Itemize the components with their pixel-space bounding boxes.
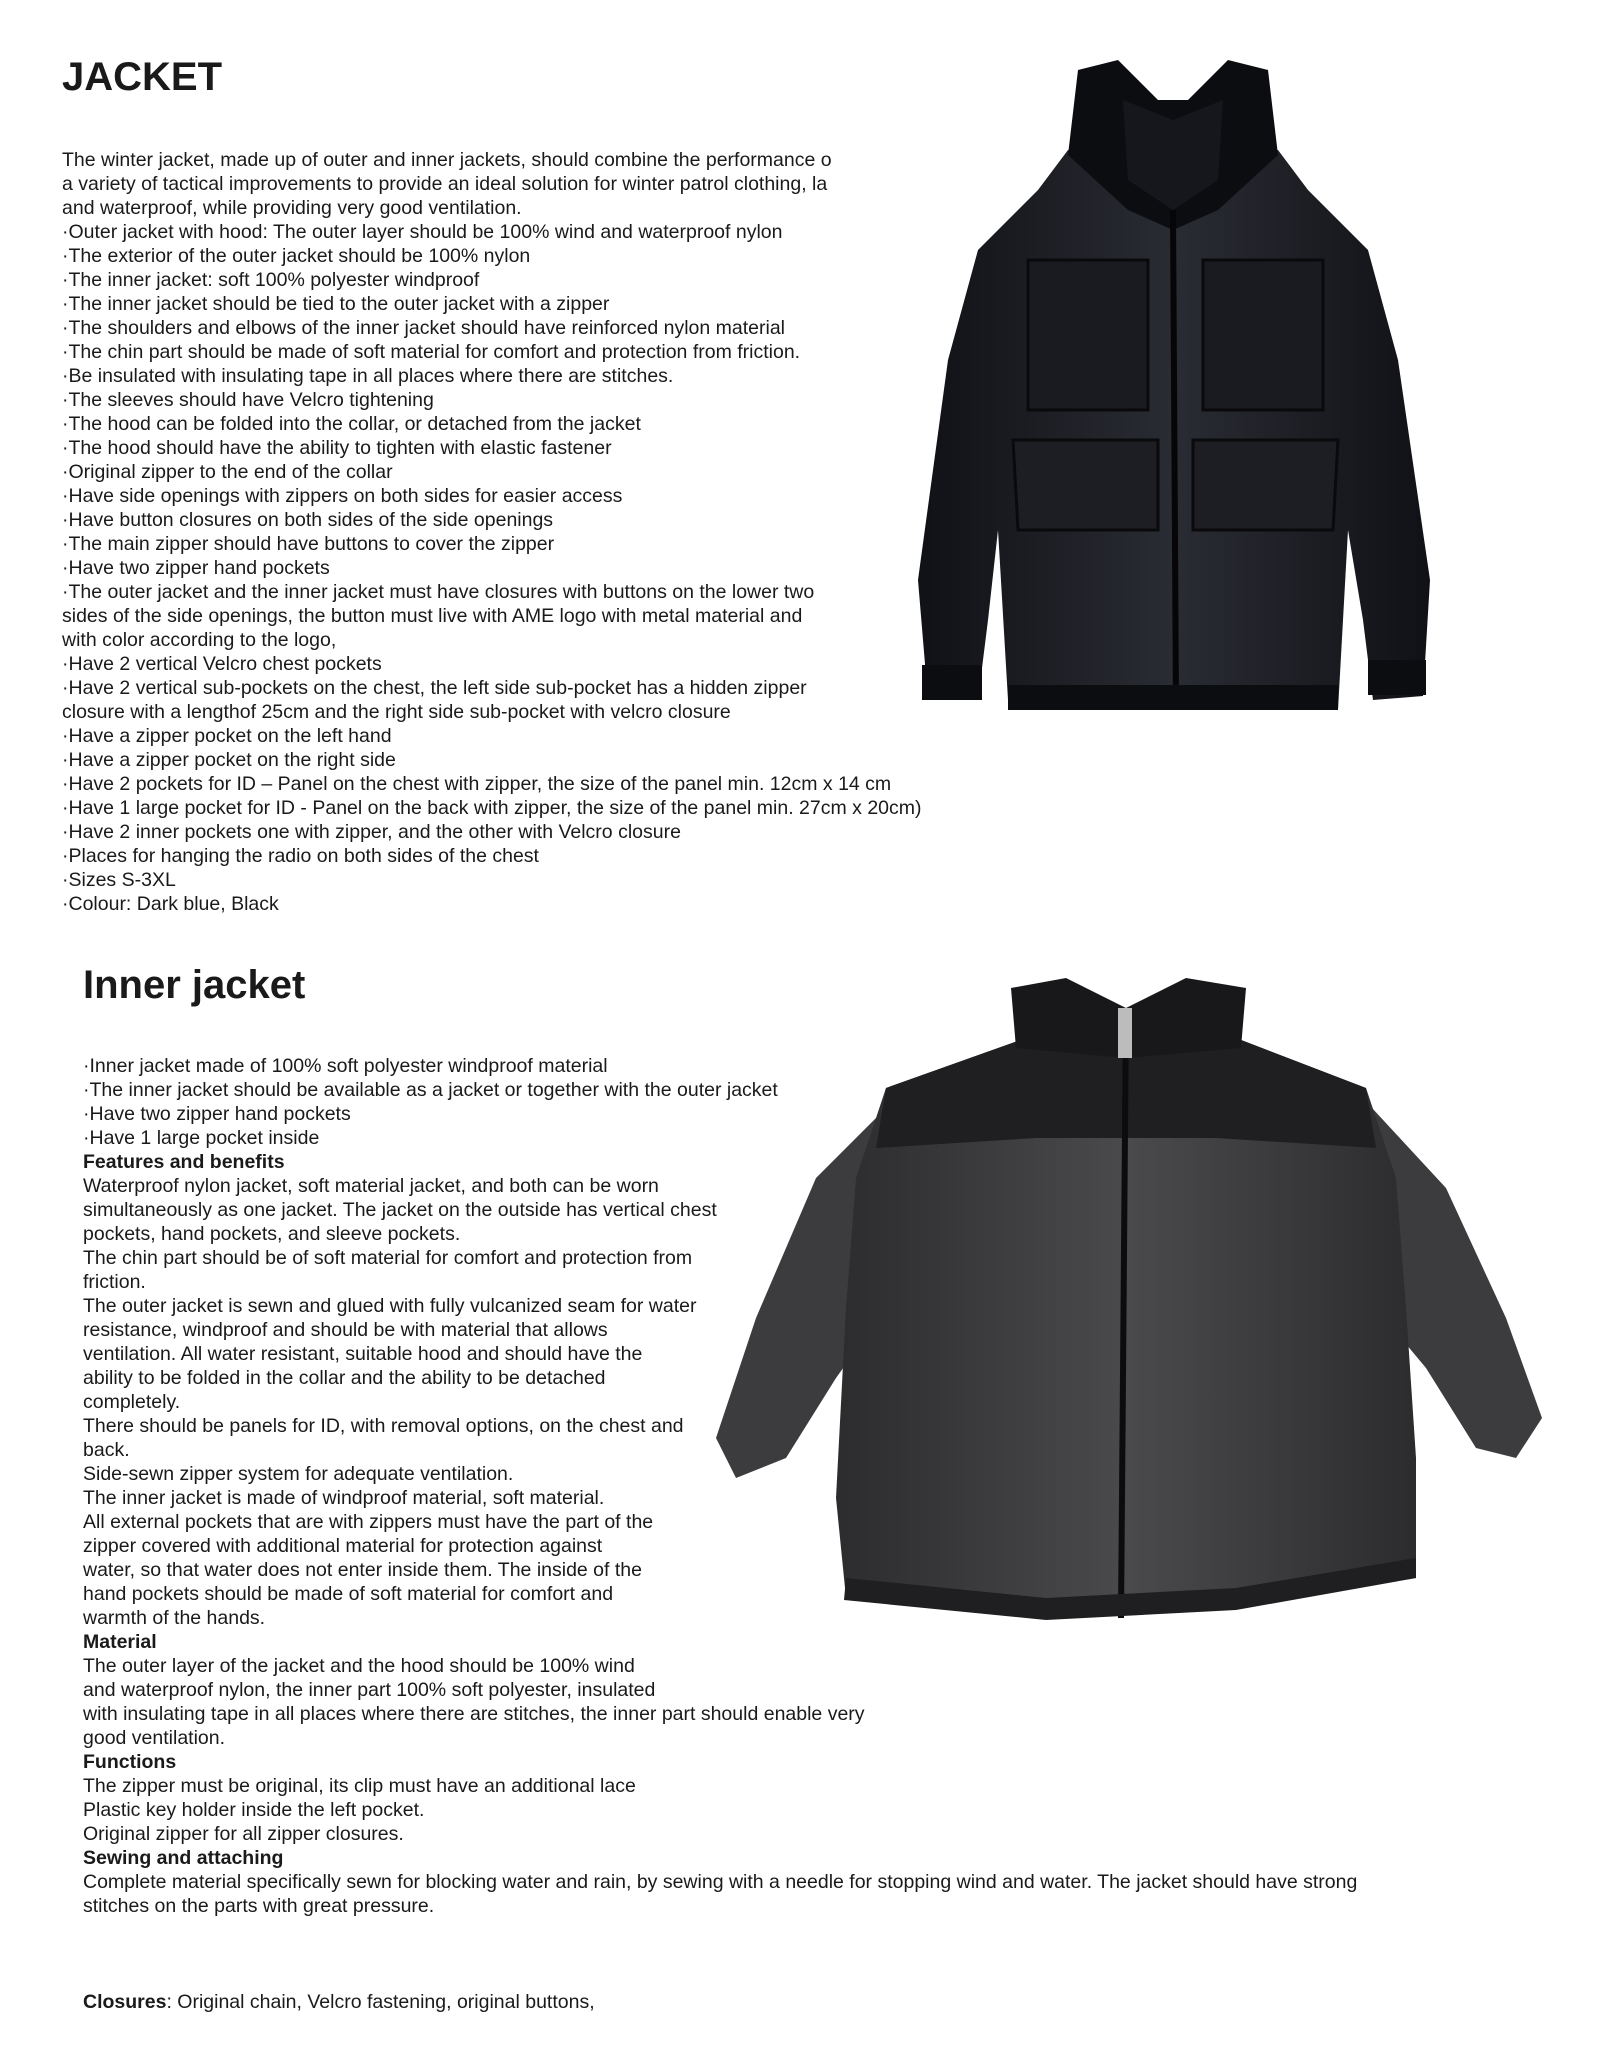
jacket-spec-line: ·Have 2 vertical sub-pockets on the chest, the left side sub-pocket has a hidden zipper xyxy=(62,677,807,699)
jacket-specifications xyxy=(62,100,922,940)
inner-jacket-spec-line: The chin part should be of soft material for comfort and protection from xyxy=(83,1247,693,1269)
inner-jacket-specifications xyxy=(83,1006,1523,2038)
inner-jacket-spec-line: ·Have 1 large pocket inside xyxy=(83,1127,320,1149)
inner-jacket-spec-line: friction. xyxy=(83,1271,146,1293)
jacket-spec-line: ·Have side openings with zippers on both sides for easier access xyxy=(62,485,623,507)
inner-jacket-spec-line: warmth of the hands. xyxy=(83,1607,266,1629)
jacket-spec-line: ·The main zipper should have buttons to cover the zipper xyxy=(62,533,555,555)
jacket-spec-line: sides of the side openings, the button must live with AME logo with metal material and xyxy=(62,605,803,627)
jacket-spec-line: ·Colour: Dark blue, Black xyxy=(62,893,279,915)
jacket-spec-line: ·Sizes S-3XL xyxy=(62,869,176,891)
inner-jacket-spec-line: completely. xyxy=(83,1391,181,1413)
section-heading: Material xyxy=(83,1631,157,1653)
inner-jacket-spec-line: ·The inner jacket should be available as a jacket or together with the outer jacket xyxy=(83,1079,778,1101)
inner-jacket-spec-line: Original zipper for all zipper closures. xyxy=(83,1823,404,1845)
closures-label: Closures xyxy=(83,1991,167,2013)
inner-jacket-spec-line: zipper covered with additional material for protection against xyxy=(83,1535,603,1557)
inner-jacket-title: Inner jacket xyxy=(83,963,306,1007)
jacket-spec-line: with color according to the logo, xyxy=(62,629,337,651)
jacket-spec-line: ·Have 2 inner pockets one with zipper, and the other with Velcro closure xyxy=(62,821,681,843)
jacket-spec-line: ·Have 1 large pocket for ID - Panel on the back with zipper, the size of the panel min. 27cm x 20cm) xyxy=(62,797,922,819)
section-heading: Sewing and attaching xyxy=(83,1847,284,1869)
inner-jacket-spec-line: The zipper must be original, its clip must have an additional lace xyxy=(83,1775,636,1797)
inner-jacket-spec-line: with insulating tape in all places where there are stitches, the inner part should enable very xyxy=(83,1703,865,1725)
jacket-spec-line: ·Have two zipper hand pockets xyxy=(62,557,330,579)
inner-jacket-spec-line: The inner jacket is made of windproof material, soft material. xyxy=(83,1487,605,1509)
jacket-spec-line: ·The inner jacket: soft 100% polyester windproof xyxy=(62,269,480,291)
jacket-spec-line: ·Be insulated with insulating tape in all places where there are stitches. xyxy=(62,365,674,387)
inner-jacket-spec-line: hand pockets should be made of soft material for comfort and xyxy=(83,1583,614,1605)
inner-jacket-spec-line: resistance, windproof and should be with material that allows xyxy=(83,1319,608,1341)
jacket-spec-line: ·The exterior of the outer jacket should be 100% nylon xyxy=(62,245,531,267)
inner-jacket-spec-line: There should be panels for ID, with removal options, on the chest and xyxy=(83,1415,684,1437)
inner-jacket-spec-line: ·Inner jacket made of 100% soft polyester windproof material xyxy=(83,1055,608,1077)
outer-jacket-image xyxy=(918,60,1430,732)
jacket-spec-line: ·Have 2 pockets for ID – Panel on the chest with zipper, the size of the panel min. 12cm x 14 cm xyxy=(62,773,892,795)
jacket-spec-line: ·The sleeves should have Velcro tightening xyxy=(62,389,434,411)
jacket-spec-line: The winter jacket, made up of outer and inner jackets, should combine the performance o xyxy=(62,149,832,171)
jacket-title: JACKET xyxy=(62,55,223,99)
closures-line xyxy=(83,1990,1523,2014)
section-heading: Functions xyxy=(83,1751,177,1773)
inner-jacket-spec-line: ·Have two zipper hand pockets xyxy=(83,1103,351,1125)
jacket-spec-line: ·Outer jacket with hood: The outer layer should be 100% wind and waterproof nylon xyxy=(62,221,783,243)
jacket-spec-line: ·The shoulders and elbows of the inner jacket should have reinforced nylon material xyxy=(62,317,785,339)
inner-jacket-spec-line: The outer layer of the jacket and the hood should be 100% wind xyxy=(83,1655,635,1677)
jacket-spec-line: ·Have a zipper pocket on the left hand xyxy=(62,725,392,747)
inner-jacket-spec-line: water, so that water does not enter inside them. The inside of the xyxy=(83,1559,642,1581)
jacket-spec-line: and waterproof, while providing very good ventilation. xyxy=(62,197,522,219)
jacket-spec-line: a variety of tactical improvements to provide an ideal solution for winter patrol clothing, la xyxy=(62,173,828,195)
inner-jacket-spec-line: pockets, hand pockets, and sleeve pockets. xyxy=(83,1223,461,1245)
inner-jacket-spec-line: All external pockets that are with zippers must have the part of the xyxy=(83,1511,654,1533)
inner-jacket-spec-line: Side-sewn zipper system for adequate ventilation. xyxy=(83,1463,514,1485)
inner-jacket-spec-line: back. xyxy=(83,1439,130,1461)
jacket-spec-line: ·Have 2 vertical Velcro chest pockets xyxy=(62,653,382,675)
jacket-spec-line: ·The inner jacket should be tied to the outer jacket with a zipper xyxy=(62,293,610,315)
jacket-spec-line: ·Have a zipper pocket on the right side xyxy=(62,749,396,771)
inner-jacket-spec-line xyxy=(83,1918,1523,1942)
inner-jacket-spec-line: Plastic key holder inside the left pocket. xyxy=(83,1799,425,1821)
outer-jacket-photo xyxy=(918,60,1430,732)
closures-text: : Original chain, Velcro fastening, original buttons, xyxy=(166,1991,595,2013)
inner-jacket-spec-line: ability to be folded in the collar and the ability to be detached xyxy=(83,1367,606,1389)
inner-jacket-spec-line: simultaneously as one jacket. The jacket on the outside has vertical chest xyxy=(83,1199,717,1221)
inner-jacket-spec-line: Waterproof nylon jacket, soft material jacket, and both can be worn xyxy=(83,1175,659,1197)
jacket-spec-line: ·Have button closures on both sides of the side openings xyxy=(62,509,554,531)
jacket-spec-line: ·The hood should have the ability to tighten with elastic fastener xyxy=(62,437,612,459)
jacket-spec-line: ·The chin part should be made of soft material for comfort and protection from friction. xyxy=(62,341,801,363)
inner-jacket-spec-line: good ventilation. xyxy=(83,1727,226,1749)
inner-jacket-spec-line: stitches on the parts with great pressure. xyxy=(83,1895,435,1917)
jacket-spec-line: closure with a lengthof 25cm and the right side sub-pocket with velcro closure xyxy=(62,701,731,723)
jacket-spec-line: ·The outer jacket and the inner jacket must have closures with buttons on the lower two xyxy=(62,581,815,603)
inner-jacket-spec-line: and waterproof nylon, the inner part 100% soft polyester, insulated xyxy=(83,1679,656,1701)
jacket-spec-line: ·The hood can be folded into the collar, or detached from the jacket xyxy=(62,413,641,435)
inner-jacket-spec-line: Complete material specifically sewn for blocking water and rain, by sewing with a needle for stopping wind and water. The jacket should have strong xyxy=(83,1871,1358,1893)
inner-jacket-spec-line: ventilation. All water resistant, suitable hood and should have the xyxy=(83,1343,643,1365)
jacket-spec-line: ·Original zipper to the end of the collar xyxy=(62,461,393,483)
jacket-spec-line: ·Places for hanging the radio on both sides of the chest xyxy=(62,845,539,867)
inner-jacket-spec-line: The outer jacket is sewn and glued with fully vulcanized seam for water xyxy=(83,1295,697,1317)
section-heading: Features and benefits xyxy=(83,1151,285,1173)
